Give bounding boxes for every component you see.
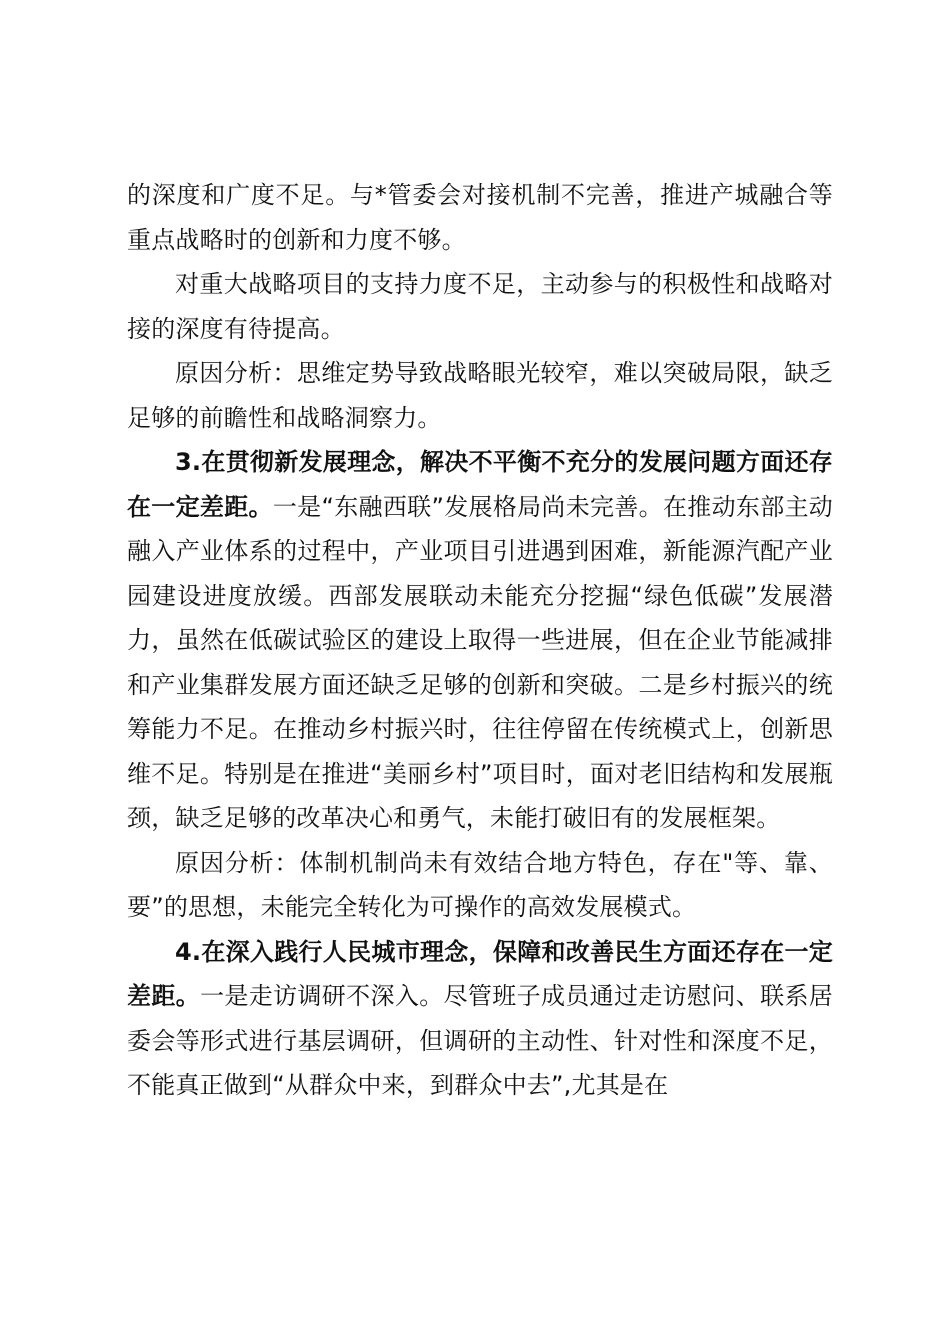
section-heading-3: 3.在贯彻新发展理念，解决不平衡不充分的发展问题方面还存在一定差距。	[127, 448, 833, 521]
paragraph-section-4	[127, 930, 833, 1108]
paragraph-continuation	[127, 173, 833, 262]
paragraph-text: 对重大战略项目的支持力度不足，主动参与的积极性和战略对接的深度有待提高。	[127, 270, 833, 343]
paragraph-text: 的深度和广度不足。与*管委会对接机制不完善，推进产城融合等重点战略时的创新和力度不够。	[127, 181, 833, 254]
paragraph-text: 一是“东融西联”发展格局尚未完善。在推动东部主动融入产业体系的过程中，产业项目引进遇到困难，新能源汽配产业园建设进度放缓。西部发展联动未能充分挖掘“绿色低碳”发展潜力，虽然在低碳试验区的建设上取得一些进展，但在企业节能减排和产业集群发展方面还缺乏足够的创新和突破。二是乡村振兴的统筹能力不足。在推动乡村振兴时，往往停留在传统模式上，创新思维不足。特别是在推进“美丽乡村”项目时，面对老旧结构和发展瓶颈，缺乏足够的改革决心和勇气，未能打破旧有的发展框架。	[127, 492, 834, 832]
document-page	[127, 173, 833, 1108]
paragraph-text: 原因分析：思维定势导致战略眼光较窄，难以突破局限，缺乏足够的前瞻性和战略洞察力。	[127, 359, 833, 432]
paragraph-text: 一是走访调研不深入。尽管班子成员通过走访慰问、联系居委会等形式进行基层调研，但调研的主动性、针对性和深度不足，不能真正做到“从群众中来，到群众中去”,尤其是在	[127, 982, 833, 1099]
paragraph-cause-analysis-2	[127, 841, 833, 930]
section-heading-4: 4.在深入践行人民城市理念，保障和改善民生方面还存在一定差距。	[127, 937, 833, 1010]
paragraph-section-3	[127, 440, 833, 841]
paragraph-text: 原因分析：体制机制尚未有效结合地方特色，存在"等、靠、要”的思想，未能完全转化为可操作的高效发展模式。	[127, 848, 833, 921]
paragraph-strategic-projects	[127, 262, 833, 351]
paragraph-cause-analysis-1	[127, 351, 833, 440]
